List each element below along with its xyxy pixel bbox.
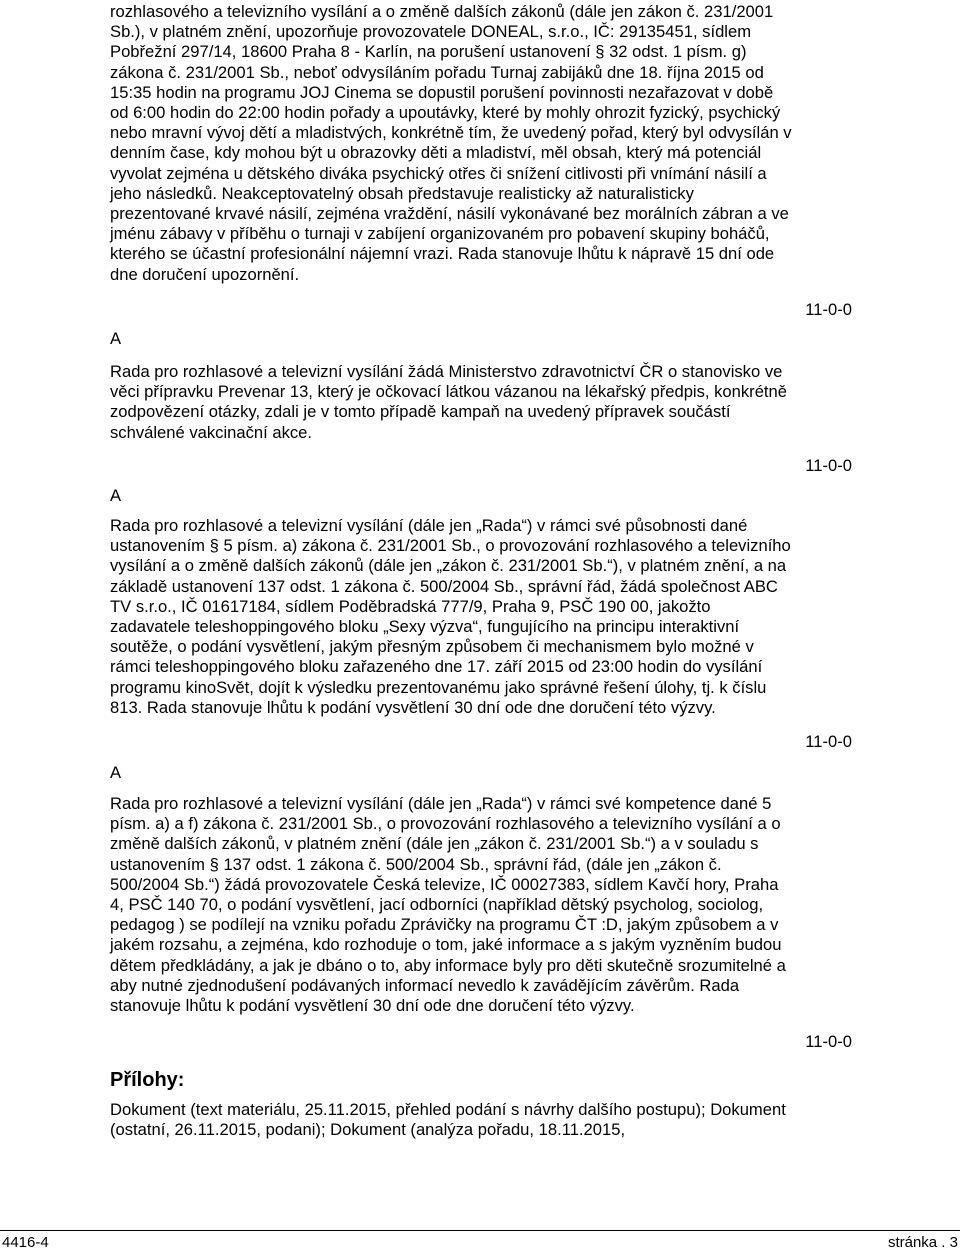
text-line: 813. Rada stanovuje lhůtu k podání vysvětlení 30 dní ode dne doručení této výzvy. <box>110 697 716 717</box>
resolution-marker: A <box>110 329 122 348</box>
text-line: rámci teleshoppingového bloku zařazeného dne 17. září 2015 od 23:00 hodin do vysílání <box>110 657 763 677</box>
vote-result: 11-0-0 <box>805 456 852 475</box>
text-line: jménu zábavy v příběhu o turnaji v zabíjení organizovaném pro pobavení skupiny boháčů, <box>110 224 770 244</box>
text-line: dne doručení upozornění. <box>110 264 300 284</box>
text-line: zákona č. 231/2001 Sb., neboť odvysíláním pořadu Turnaj zabijáků dne 18. října 2015 od <box>110 62 764 82</box>
text-line: rozhlasového a televizního vysílání a o změně dalších zákonů (dále jen zákon č. 231/2001 <box>110 2 774 21</box>
text-line: prezentované krvavé násilí, zejména vraždění, násilí vykonávané bez morálních zábran a ve <box>110 204 789 224</box>
text-line: vyvolat zejména u dětského diváka psychický otřes či snížení citlivosti při vnímání násilí a <box>110 163 767 183</box>
text-line: schválené vakcinační akce. <box>110 422 313 442</box>
vote-result: 11-0-0 <box>805 1032 852 1051</box>
text-line: Rada pro rozhlasové a televizní vysílání (dále jen „Rada“) v rámci své kompetence dané 5 <box>110 794 772 813</box>
footer-divider <box>0 1230 960 1231</box>
text-line: pedagog ) se podílejí na vzniku pořadu Zprávičky na programu ČT :D, jakým způsobem a v <box>110 915 779 935</box>
text-line: dětem předkládány, a jak je dbáno o to, aby informace byly pro děti skutečně srozumitelné a <box>110 955 786 975</box>
text-line: zadavatele teleshoppingového bloku „Sexy výzva“, fungujícího na principu interaktivní <box>110 617 740 637</box>
text-line: od 6:00 hodin do 22:00 hodin pořady a upoutávky, které by mohly ohrozit fyzický, psychický <box>110 103 781 123</box>
text-line: Dokument (text materiálu, 25.11.2015, přehled podání s návrhy dalšího postupu); Dokument <box>110 1100 786 1119</box>
text-line: Rada pro rozhlasové a televizní vysílání (dále jen „Rada“) v rámci své působnosti dané <box>110 516 748 535</box>
text-line: ustanovením § 5 písm. a) zákona č. 231/2001 Sb., o provozování rozhlasového a televizního <box>110 536 791 556</box>
document-reference: 4416-4 <box>2 1234 49 1251</box>
resolution-marker: A <box>110 486 122 505</box>
text-line: změně dalších zákonů, v platném znění (dále jen „zákon č. 231/2001 Sb.“) a v souladu s <box>110 834 759 854</box>
text-line: základě ustanovení 137 odst. 1 zákona č. 500/2004 Sb., správní řád, žádá společnost ABC <box>110 576 778 596</box>
resolution-3-text <box>110 516 852 718</box>
text-line: písm. a) a f) zákona č. 231/2001 Sb., o provozování rozhlasového a televizního vysílání a o <box>110 814 781 834</box>
resolution-1-text <box>110 2 852 285</box>
text-line: věci přípravku Prevenar 13, který je očkovací látkou vázanou na lékařský předpis, konkrétně <box>110 382 787 402</box>
text-line: zodpovězení otázky, zdali je v tomto případě kampaň na uvedený přípravek součástí <box>110 402 731 422</box>
text-line: jeho následků. Neakceptovatelný obsah představuje realisticky až naturalisticky <box>110 183 694 203</box>
text-line: ustanovením § 137 odst. 1 zákona č. 500/2004 Sb., správní řád, (dále jen „zákon č. <box>110 854 722 874</box>
text-line: Sb.), v platném znění, upozorňuje provozovatele DONEAL, s.r.o., IČ: 29135451, sídlem <box>110 22 752 42</box>
vote-result: 11-0-0 <box>805 732 852 751</box>
text-line: programu kinoSvět, dojít k výsledku prezentovanému jako správné řešení úlohy, tj. k číslu <box>110 677 767 697</box>
attachments-list <box>110 1100 852 1140</box>
text-line: aby nutné zjednodušení podávaných informací nevedlo k zavádějícím závěrům. Rada <box>110 975 740 995</box>
text-line: jakém rozsahu, a zejména, kdo rozhoduje o tom, jaké informace a s jakým vyzněním budou <box>110 935 782 955</box>
resolution-marker: A <box>110 763 122 782</box>
resolution-2-text <box>110 362 852 443</box>
text-line: 15:35 hodin na programu JOJ Cinema se dopustil porušení povinnosti nezařazovat v době <box>110 82 774 102</box>
text-line: denním čase, kdy mohou být u obrazovky děti a mladiství, měl obsah, který má potenciál <box>110 143 762 163</box>
page-number: stránka . 3 <box>887 1234 958 1251</box>
text-line: vysílání a o změně dalších zákonů (dále jen „zákon č. 231/2001 Sb.“), v platném znění, a na <box>110 556 787 576</box>
text-line: TV s.r.o., IČ 01617184, sídlem Poděbradská 777/9, Praha 9, PSČ 190 00, jakožto <box>110 596 711 616</box>
text-line: stanovuje lhůtu k podání vysvětlení 30 dní ode dne doručení této výzvy. <box>110 996 635 1016</box>
text-line: 500/2004 Sb.“) žádá provozovatele Česká televize, IČ 00027383, sídlem Kavčí hory, Praha <box>110 874 779 894</box>
text-line: 4, PSČ 140 70, o podání vysvětlení, jací odborníci (například dětský psycholog, sociolog, <box>110 895 764 915</box>
text-line: Pobřežní 297/14, 18600 Praha 8 - Karlín, na porušení ustanovení § 32 odst. 1 písm. g) <box>110 42 747 62</box>
text-line: kterého se účastní profesionální nájemní vrazi. Rada stanovuje lhůtu k nápravě 15 dní ode <box>110 244 775 264</box>
text-line: Rada pro rozhlasové a televizní vysílání žádá Ministerstvo zdravotnictví ČR o stanovisko ve <box>110 362 783 381</box>
resolution-4-text <box>110 794 852 1016</box>
text-line: (ostatní, 26.11.2015, podani); Dokument (analýza pořadu, 18.11.2015, <box>110 1120 626 1140</box>
vote-result: 11-0-0 <box>805 300 852 319</box>
text-line: soutěže, o podání vysvětlení, jakým přesným způsobem či mechanismem bylo možné v <box>110 637 754 657</box>
attachments-heading: Přílohy: <box>110 1069 185 1091</box>
text-line: nebo mravní vývoj dětí a mladistvých, konkrétně tím, že uvedený pořad, který byl odvysílán v <box>110 123 792 143</box>
